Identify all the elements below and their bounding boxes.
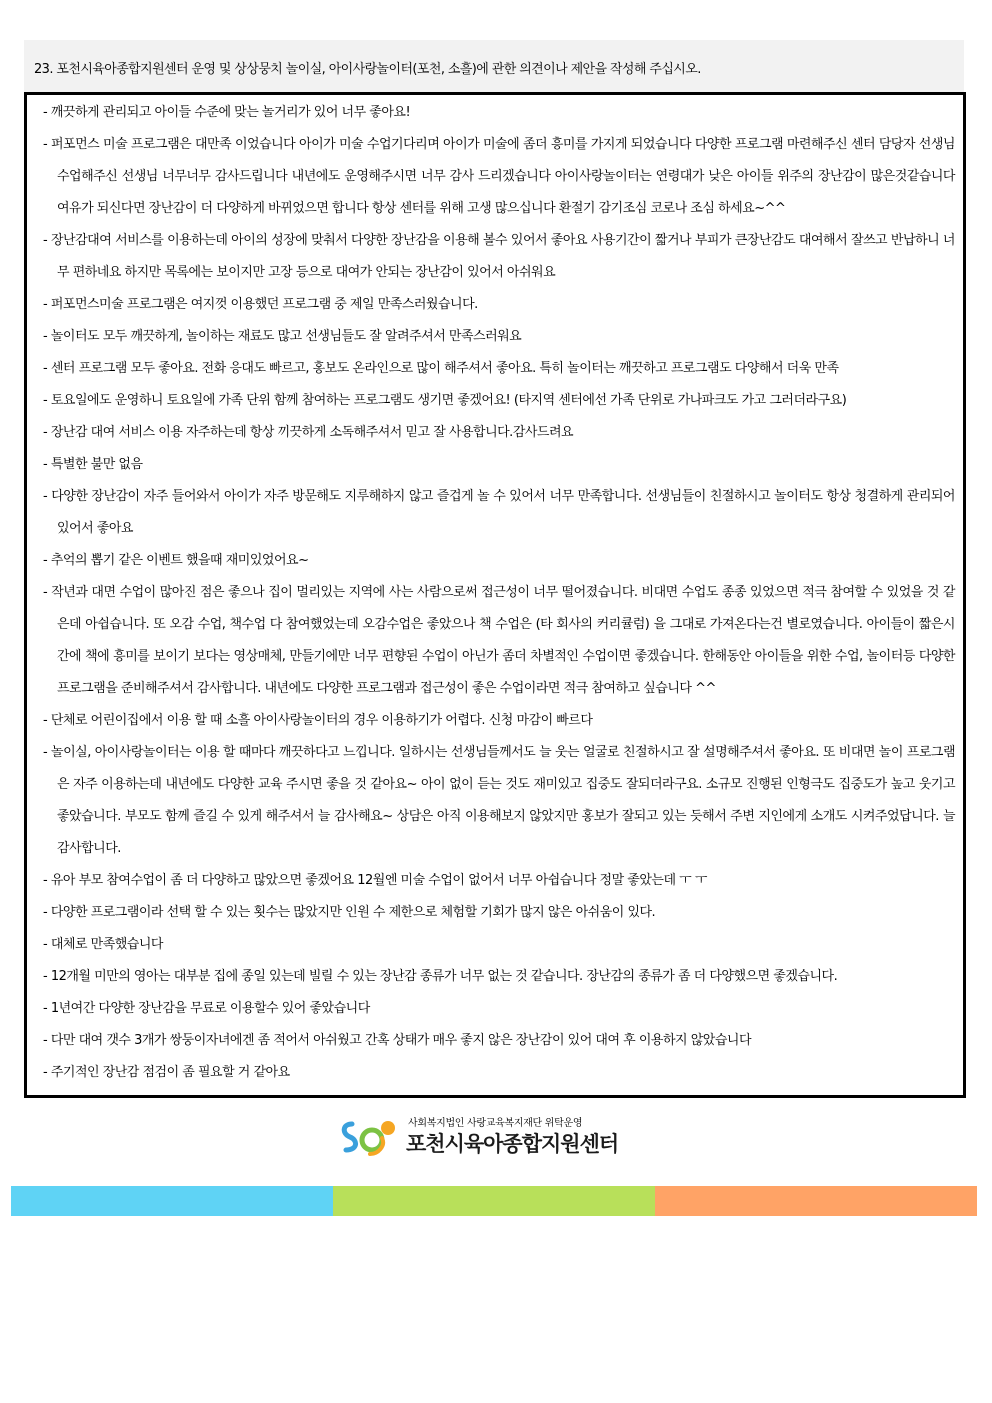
logo-mark-icon bbox=[338, 1116, 402, 1158]
color-bar-orange bbox=[655, 1186, 977, 1216]
answer-item: - 장난감 대여 서비스 이용 자주하는데 항상 끼끗하게 소독해주셔서 믿고 잘 사용합니다.감사드려요 bbox=[35, 417, 955, 449]
answer-item: - 다양한 장난감이 자주 들어와서 아이가 자주 방문해도 지루해하지 않고 즐겁게 놀 수 있어서 너무 만족합니다. 선생님들이 친절하시고 놀이터도 항상 청결하게 관리되어 있어서 좋아요 bbox=[35, 481, 955, 545]
answer-item: - 놀이실, 아이사랑놀이터는 이용 할 때마다 깨끗하다고 느낍니다. 일하시는 선생님들께서도 늘 웃는 얼굴로 친절하시고 잘 설명해주셔서 좋아요. 또 비대면 놀이 프로그램은 자주 이용하는데 내년에도 다양한 교육 주시면 좋을 것 같아요~ 아이 없이 듣는 것도 재미있고 집중도 잘되더라구요. 소규모 진행된 인형극도 집중도가 높고 웃기고 좋았습니다. 부모도 함께 즐길 수 있게 해주셔서 늘 감사해요~ 상담은 아직 이용해보지 않았지만 홍보가 잘되고 있는 듯해서 주변 지인에게 소개도 시켜주었답니다. 늘 감사합니다. bbox=[35, 737, 955, 865]
color-bar-green bbox=[333, 1186, 655, 1216]
logo-subtitle: 사회복지법인 사랑교육복지재단 위탁운영 bbox=[408, 1118, 583, 1129]
answer-item: - 장난감대여 서비스를 이용하는데 아이의 성장에 맞춰서 다양한 장난감을 이용해 볼수 있어서 좋아요 사용기간이 짧거나 부피가 큰장난감도 대여해서 잘쓰고 반납하니 너무 편하네요 하지만 목록에는 보이지만 고장 등으로 대여가 안되는 장난감이 있어서 아쉬워요 bbox=[35, 225, 955, 289]
answer-item: - 퍼포먼스미술 프로그램은 여지껏 이용했던 프로그램 중 제일 만족스러웠습니다. bbox=[35, 289, 955, 321]
answer-item: - 깨끗하게 관리되고 아이들 수준에 맞는 놀거리가 있어 너무 좋아요! bbox=[35, 97, 955, 129]
question-header bbox=[24, 40, 964, 92]
answer-item: - 12개월 미만의 영아는 대부분 집에 종일 있는데 빌릴 수 있는 장난감 종류가 너무 없는 것 같습니다. 장난감의 종류가 좀 더 다양했으면 좋겠습니다. bbox=[35, 961, 955, 993]
answer-item: - 1년여간 다양한 장난감을 무료로 이용할수 있어 좋았습니다 bbox=[35, 993, 955, 1025]
answer-item: - 추억의 뽑기 같은 이벤트 했을때 재미있었어요~ bbox=[35, 545, 955, 577]
answer-item: - 다양한 프로그램이라 선택 할 수 있는 횟수는 많았지만 인원 수 제한으로 체험할 기회가 많지 않은 아쉬움이 있다. bbox=[35, 897, 955, 929]
answer-item: - 다만 대여 갯수 3개가 쌍둥이자녀에겐 좀 적어서 아쉬웠고 간혹 상태가 매우 좋지 않은 장난감이 있어 대여 후 이용하지 않았습니다 bbox=[35, 1025, 955, 1057]
answer-item: - 유아 부모 참여수업이 좀 더 다양하고 많았으면 좋겠어요 12월엔 미술 수업이 없어서 너무 아쉽습니다 정말 좋았는데 ㅜ ㅜ bbox=[35, 865, 955, 897]
answer-item: - 특별한 불만 없음 bbox=[35, 449, 955, 481]
answer-box bbox=[24, 92, 966, 1098]
answer-item: - 토요일에도 운영하니 토요일에 가족 단위 함께 참여하는 프로그램도 생기면 좋겠어요! (타지역 센터에선 가족 단위로 가나파크도 가고 그러더라구요) bbox=[35, 385, 955, 417]
answer-item: - 주기적인 장난감 점검이 좀 필요할 거 같아요 bbox=[35, 1057, 955, 1089]
answer-item: - 작년과 대면 수업이 많아진 점은 좋으나 집이 멀리있는 지역에 사는 사람으로써 접근성이 너무 떨어졌습니다. 비대면 수업도 종종 있었으면 적극 참여할 수 있었을 것 같은데 아쉽습니다. 또 오감 수업, 책수업 다 참여했었는데 오감수업은 좋았으나 책 수업은 (타 회사의 커리큘럼) 을 그대로 가져온다는건 별로였습니다. 아이들이 짧은시간에 책에 흥미를 보이기 보다는 영상매체, 만들기에만 너무 편향된 수업이 아닌가 좀더 차별적인 수업이면 좋겠습니다. 한해동안 아이들을 위한 수업, 놀이터등 다양한 프로그램을 준비해주셔서 감사합니다. 내년에도 다양한 프로그램과 접근성이 좋은 수업이라면 적극 참여하고 싶습니다 ^^ bbox=[35, 577, 955, 705]
answer-list bbox=[35, 97, 955, 1089]
logo-title: 포천시육아종합지원센터 bbox=[406, 1132, 619, 1156]
answer-item: - 놀이터도 모두 깨끗하게, 놀이하는 재료도 많고 선생님들도 잘 알려주셔서 만족스러워요 bbox=[35, 321, 955, 353]
answer-item: - 퍼포먼스 미술 프로그램은 대만족 이었습니다 아이가 미술 수업기다리며 아이가 미술에 좀더 흥미를 가지게 되었습니다 다양한 프로그램 마련해주신 센터 담당자 선생님 수업해주신 선생님 너무너무 감사드립니다 내년에도 운영해주시면 너무 감사 드리겠습니다 아이사랑놀이터는 연령대가 낮은 아이들 위주의 장난감이 많은것같습니다 여유가 되신다면 장난감이 더 다양하게 바뀌었으면 합니다 항상 센터를 위해 고생 많으십니다 환절기 감기조심 코로나 조심 하세요~^^ bbox=[35, 129, 955, 225]
color-bar-blue bbox=[11, 1186, 333, 1216]
question-text: 23. 포천시육아종합지원센터 운영 및 상상뭉치 놀이실, 아이사랑놀이터(포천, 소흘)에 관한 의견이나 제안을 작성해 주십시오. bbox=[34, 62, 701, 77]
center-logo bbox=[338, 1112, 638, 1160]
answer-item: - 단체로 어린이집에서 이용 할 때 소흘 아이사랑놀이터의 경우 이용하기가 어렵다. 신청 마감이 빠르다 bbox=[35, 705, 955, 737]
answer-item: - 센터 프로그램 모두 좋아요. 전화 응대도 빠르고, 홍보도 온라인으로 많이 해주셔서 좋아요. 특히 놀이터는 깨끗하고 프로그램도 다양해서 더욱 만족 bbox=[35, 353, 955, 385]
answer-item: - 대체로 만족했습니다 bbox=[35, 929, 955, 961]
